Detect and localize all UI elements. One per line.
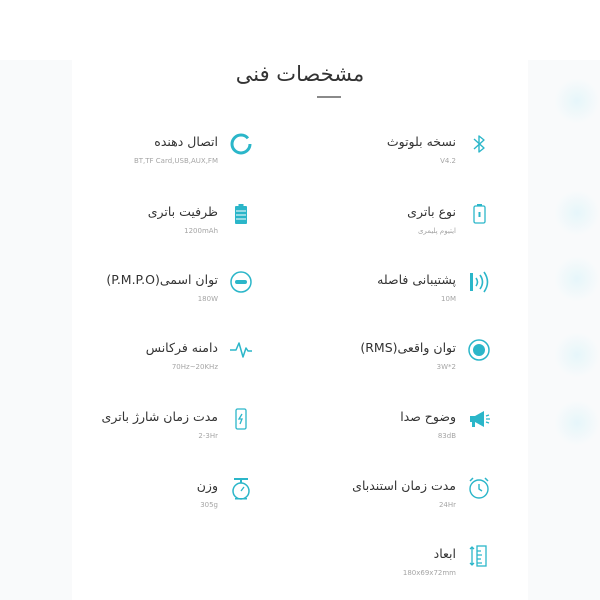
backdrop-right — [528, 60, 600, 600]
battery-full-icon — [228, 201, 254, 227]
spec-value: 1200mAh — [184, 227, 218, 235]
spec-standby — [302, 475, 492, 515]
spec-name: وضوح صدا — [400, 409, 456, 424]
spec-value: 180W — [197, 295, 218, 303]
scale-icon — [228, 475, 254, 501]
spec-name: پشتیبانی فاصله — [377, 272, 456, 287]
backdrop-left — [0, 60, 72, 600]
spec-value: 180x69x72mm — [402, 569, 456, 577]
spec-value: V4.2 — [440, 157, 456, 165]
waveform-icon — [228, 337, 254, 363]
spec-dimensions — [302, 543, 492, 583]
spec-value: 83dB — [437, 432, 456, 440]
spec-name: توان واقعی(RMS) — [360, 340, 456, 355]
power-badge-icon — [228, 269, 254, 295]
ruler-icon — [466, 543, 492, 569]
spec-name: اتصال دهنده — [154, 134, 218, 149]
spec-value: ایتیوم پلیمری — [417, 227, 456, 235]
spec-rms-power — [302, 337, 492, 377]
battery-icon — [466, 201, 492, 227]
spec-charge-time — [72, 406, 254, 446]
signal-range-icon — [466, 269, 492, 295]
spec-value: 24Hr — [438, 501, 456, 509]
spec-name: ظرفیت باتری — [147, 204, 218, 219]
charging-phone-icon — [228, 406, 254, 432]
spec-bluetooth — [302, 131, 492, 171]
spec-value: 70Hz~20KHz — [171, 363, 218, 371]
spec-value: BT,TF Card,USB,AUX,FM — [133, 157, 218, 165]
spec-value: 3W*2 — [436, 363, 456, 371]
spec-name: دامنه فرکانس — [145, 340, 218, 355]
ring-icon — [228, 131, 254, 157]
spec-battery-capacity — [72, 201, 254, 241]
spec-range — [302, 269, 492, 309]
spec-name: ابعاد — [433, 546, 456, 561]
alarm-clock-icon — [466, 475, 492, 501]
page-title: مشخصات فنی — [235, 62, 365, 86]
spec-value: 305g — [200, 501, 218, 509]
spec-name: وزن — [196, 478, 218, 493]
spec-name: نسخه بلوتوث — [386, 134, 456, 149]
spec-battery-type — [302, 201, 492, 241]
bluetooth-icon — [466, 131, 492, 157]
spec-clarity — [302, 406, 492, 446]
spec-name: توان اسمی(P.M.P.O) — [106, 272, 218, 287]
spec-connection — [72, 131, 254, 171]
spec-frequency — [72, 337, 254, 377]
spec-name: نوع باتری — [407, 204, 456, 219]
spec-name: مدت زمان استندبای — [352, 478, 456, 493]
spec-weight — [72, 475, 254, 515]
title-underline — [317, 96, 341, 98]
spec-name: مدت زمان شارژ باتری — [101, 409, 218, 424]
spec-value: 2-3Hr — [198, 432, 218, 440]
spec-value: 10M — [441, 295, 456, 303]
spec-rated-power — [72, 269, 254, 309]
spec-card — [72, 0, 528, 600]
megaphone-icon — [466, 406, 492, 432]
rms-badge-icon — [466, 337, 492, 363]
